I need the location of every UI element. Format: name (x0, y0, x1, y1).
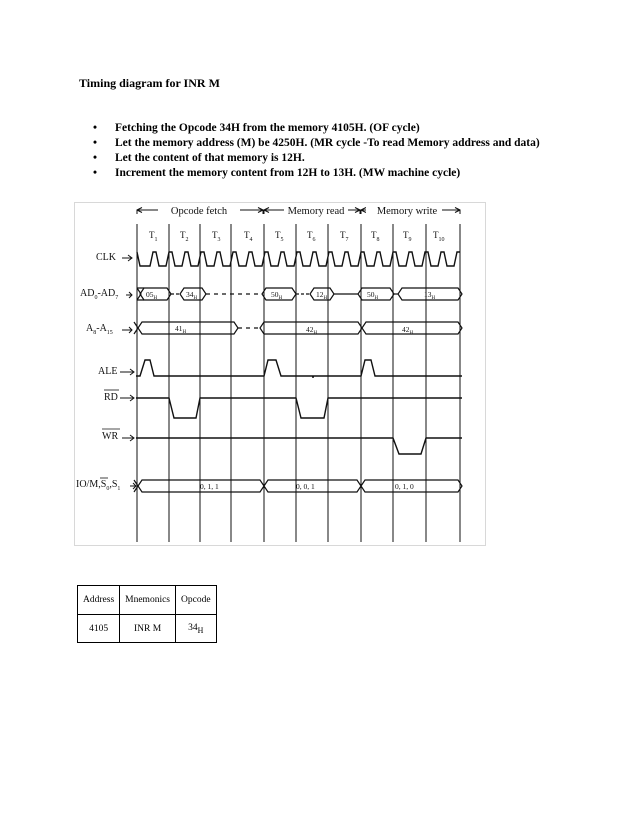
bullet-item (93, 166, 563, 181)
table-header-address: Address (78, 586, 120, 615)
cell-opcode (176, 615, 217, 643)
bullet-item (93, 151, 563, 166)
signal-ad-label: $AD_0-AD_7$ (80, 288, 119, 301)
t-state-label: $T_7$ (340, 230, 349, 243)
cell-address: 4105 (78, 615, 120, 643)
bullet-text: Increment the memory content from 12H to 13H. (MW machine cycle) (115, 167, 461, 179)
table-header-opcode: Opcode (176, 586, 217, 615)
signal-status-label: $IO/M,S_0,S_1$ (76, 479, 121, 492)
ad-value: $50_H$ (271, 290, 283, 301)
cell-opcode-value: 34 (188, 622, 198, 633)
ad-value: $12_H$ (316, 290, 328, 301)
t-state-label: $T_6$ (307, 230, 316, 243)
t-state-label: $T_4$ (244, 230, 253, 243)
table-row (78, 615, 217, 643)
bullet-text: Fetching the Opcode 34H from the memory 4105H. (OF cycle) (115, 122, 420, 134)
t-state-label: $T_2$ (180, 230, 189, 243)
bullet-item (93, 136, 563, 151)
signal-ale-label: ALE (98, 366, 118, 377)
address-value: $41_H$ (175, 324, 187, 335)
t-state-label: $T_9$ (403, 230, 412, 243)
status-value: 0, 1, 0 (395, 482, 414, 491)
t-state-label: $T_8$ (371, 230, 380, 243)
bullet-dot-icon: • (93, 152, 98, 164)
opcode-table (77, 585, 217, 643)
bullet-dot-icon: • (93, 167, 98, 179)
ad-value: $34_H$ (186, 290, 198, 301)
ad-value: $13_H$ (424, 290, 436, 301)
t-state-label: $T_{10}$ (433, 230, 445, 243)
ad-value: $05_H$ (146, 290, 158, 301)
status-value: 0, 1, 1 (200, 482, 219, 491)
bullet-dot-icon: • (93, 137, 98, 149)
t-state-label: $T_5$ (275, 230, 284, 243)
signal-rd-label: RD (104, 392, 118, 403)
bullet-list (93, 121, 563, 181)
ad-value: $50_H$ (367, 290, 379, 301)
bullet-text: Let the content of that memory is 12H. (115, 152, 305, 164)
cell-mnemonic: INR M (120, 615, 176, 643)
timing-diagram-svg (74, 202, 486, 546)
table-header-mnemonics: Mnemonics (120, 586, 176, 615)
section-opcode-fetch: Opcode fetch (170, 206, 228, 217)
page-title: Timing diagram for INR M (79, 76, 220, 90)
section-memory-write: Memory write (376, 206, 438, 217)
signal-address-label: $A_8-A_{15}$ (86, 323, 113, 336)
status-value: 0, 0, 1 (296, 482, 315, 491)
bullet-dot-icon: • (93, 122, 98, 134)
bullet-text: Let the memory address (M) be 4250H. (MR cycle -To read Memory address and data) (115, 137, 540, 149)
t-state-label: $T_3$ (212, 230, 221, 243)
timing-diagram (74, 202, 486, 546)
signal-wr-label: WR (102, 431, 119, 442)
t-state-label: $T_1$ (149, 230, 158, 243)
cell-opcode-sub: H (197, 625, 204, 635)
bullet-item (93, 121, 563, 136)
ale-dot (312, 376, 314, 378)
section-memory-read: Memory read (287, 206, 345, 217)
signal-clk-label: CLK (96, 252, 116, 263)
table-header-row (78, 586, 217, 615)
address-value: $42_H$ (402, 325, 414, 336)
address-value: $42_H$ (306, 325, 318, 336)
